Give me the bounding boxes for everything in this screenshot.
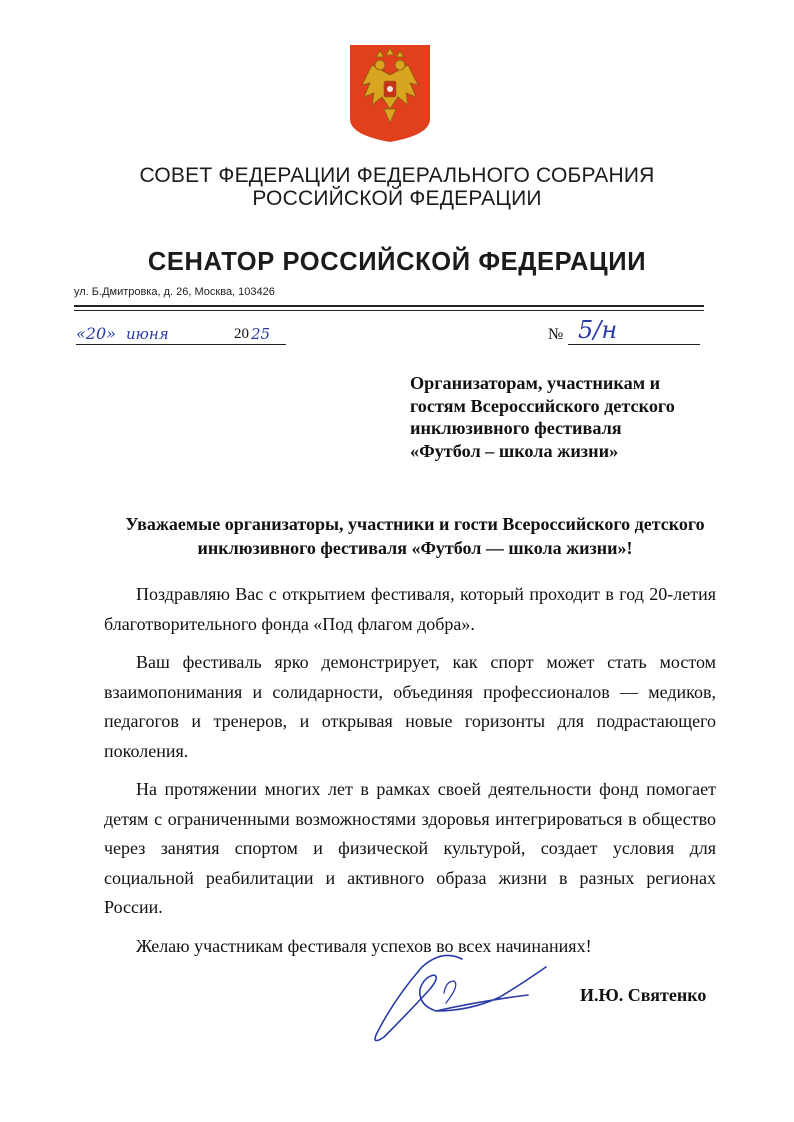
organization-line-2: РОССИЙСКОЙ ФЕДЕРАЦИИ xyxy=(252,187,542,210)
registration-date xyxy=(76,320,286,350)
coat-of-arms-icon xyxy=(350,45,430,142)
header-rule-thick xyxy=(74,305,704,307)
organization-line-1: СОВЕТ ФЕДЕРАЦИИ ФЕДЕРАЛЬНОГО СОБРАНИЯ xyxy=(139,164,655,187)
date-year-prefix: 20 xyxy=(234,326,249,342)
letterhead-title: СЕНАТОР РОССИЙСКОЙ ФЕДЕРАЦИИ xyxy=(147,248,647,276)
handwritten-signature-icon xyxy=(350,945,580,1050)
addressee-block xyxy=(410,372,675,462)
greeting xyxy=(60,512,770,560)
body-paragraph: Ваш фестиваль ярко демонстрирует, как спорт может стать мостом взаимопонимания и солидарности, объединяя профессионалов — медиков, педагогов и тренеров, и открывая новые горизонты для подрастающего поколения. xyxy=(104,652,716,761)
body-paragraph: Желаю участникам фестиваля успехов во всех начинаниях! xyxy=(136,935,592,956)
greeting-line: инклюзивного фестиваля «Футбол — школа жизни»! xyxy=(197,538,633,558)
letterhead-address: ул. Б.Дмитровка, д. 26, Москва, 103426 xyxy=(74,286,275,298)
body-paragraph: На протяжении многих лет в рамках своей деятельности фонд помогает детям с ограниченными возможностями здоровья интегрироваться в общество через занятия спортом и физической культурой, создает условия для социальной реабилитации и активного образа жизни в разных регионах России. xyxy=(104,779,716,917)
addressee-line: Организаторам, участникам и xyxy=(410,373,661,393)
number-label: № xyxy=(548,326,564,343)
registration-number xyxy=(548,316,700,350)
date-month: июня xyxy=(126,325,169,343)
addressee-line: инклюзивного фестиваля xyxy=(410,418,622,438)
body-paragraph: Поздравляю Вас с открытием фестиваля, который проходит в год 20-летия благотворительного фонда «Под флагом добра». xyxy=(104,584,716,634)
date-day: «20» xyxy=(76,324,116,343)
signatory-name: И.Ю. Святенко xyxy=(580,985,707,1005)
greeting-line: Уважаемые организаторы, участники и гости Всероссийского детского xyxy=(125,514,705,534)
header-rule-thin xyxy=(74,310,704,311)
addressee-line: гостям Всероссийского детского xyxy=(410,395,675,416)
date-year-suffix: 25 xyxy=(251,325,271,343)
letter-body xyxy=(104,580,716,970)
addressee-line: «Футбол – школа жизни» xyxy=(410,440,619,461)
number-value: 5/н xyxy=(578,316,618,344)
